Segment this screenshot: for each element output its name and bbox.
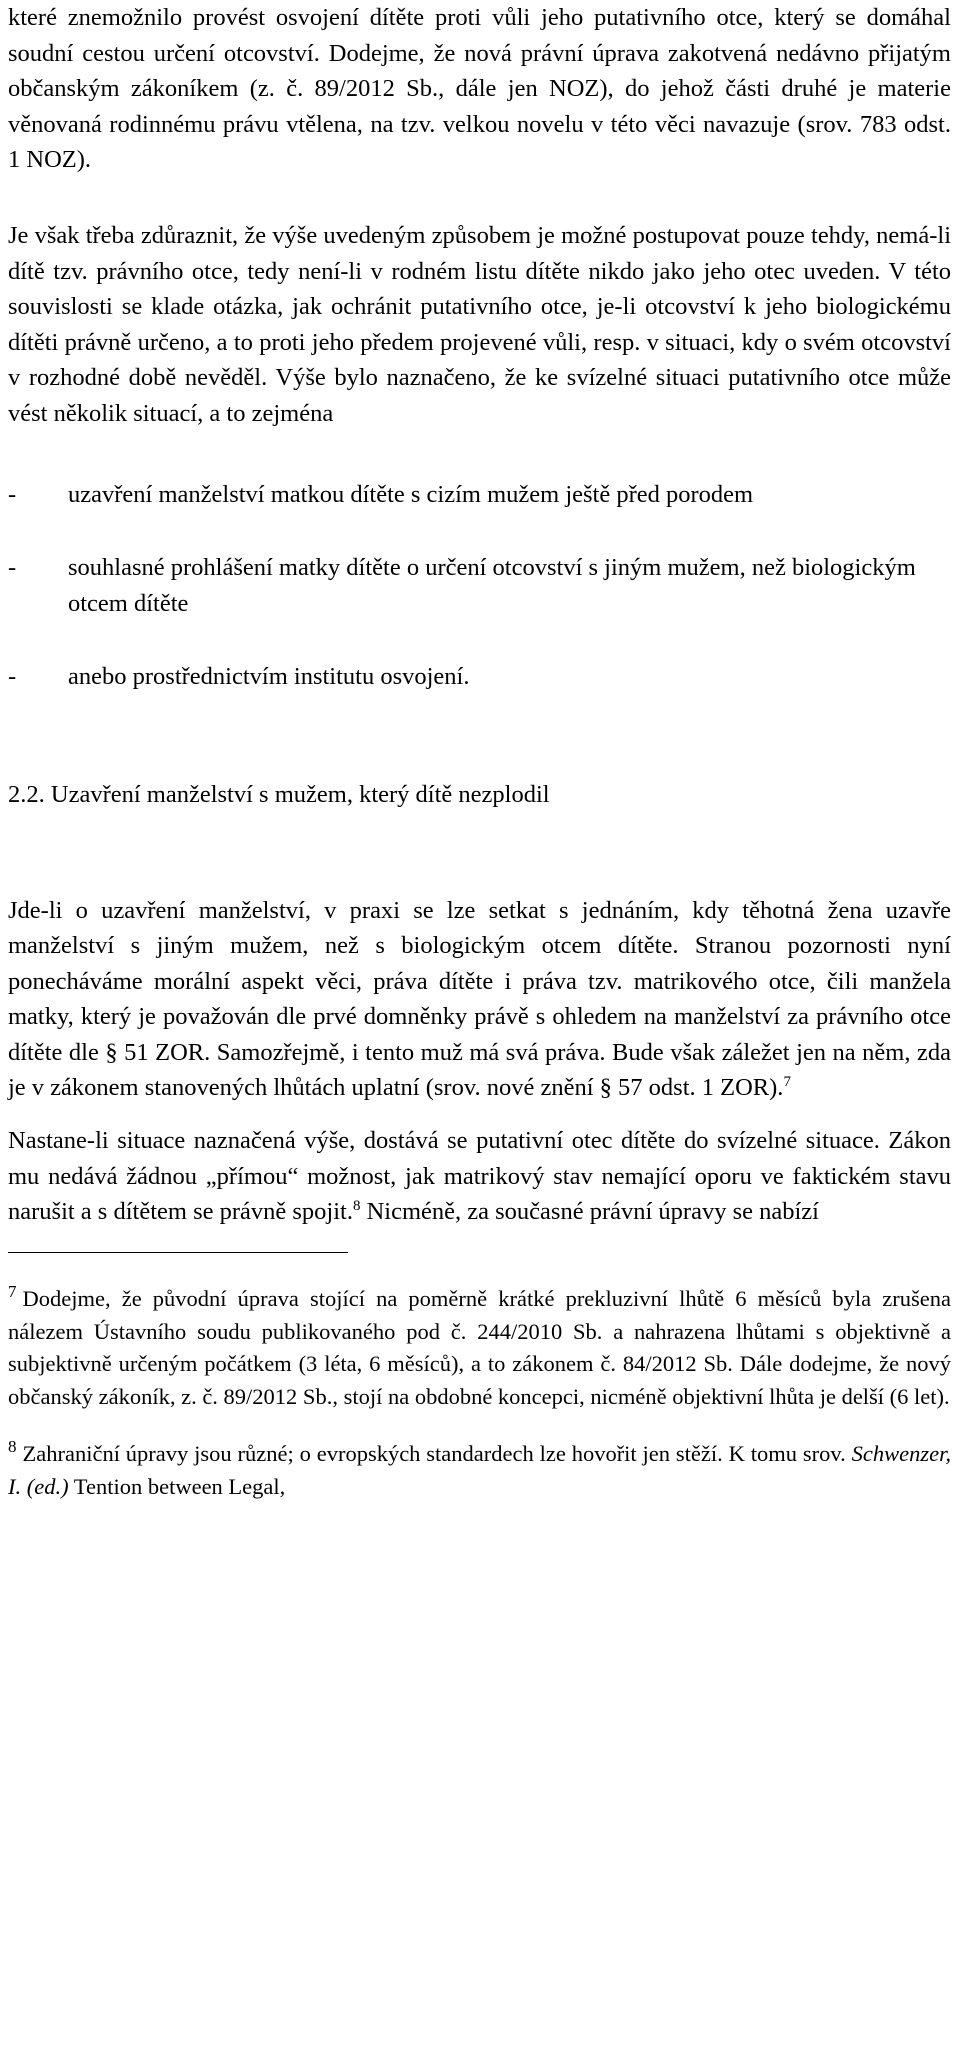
footnote-mark: 8 [8, 1437, 17, 1457]
situations-list [8, 477, 951, 695]
list-dash: - [8, 554, 17, 582]
list-item [8, 659, 951, 695]
list-item-text: souhlasné prohlášení matky dítěte o určení otcovství s jiným mužem, než biologickým otcem dítěte [68, 554, 916, 617]
document-page [8, 0, 951, 1504]
footnote-7 [8, 1283, 951, 1414]
footnote-ref-8[interactable]: 8 [352, 1198, 361, 1215]
footnote-ref-7[interactable]: 7 [783, 1074, 791, 1091]
list-dash: - [8, 480, 17, 508]
list-item-text: anebo prostřednictvím institutu osvojení. [68, 663, 470, 691]
footnote-8-citation: Schwenzer, I. (ed.) [8, 1441, 951, 1499]
list-item [8, 550, 951, 621]
footnote-separator [8, 1252, 348, 1253]
paragraph-putative-father-intro: které znemožnilo provést osvojení dítěte proti vůli jeho putativního otce, který se domáhal soudní cestou určení otcovství. Dodejme, že nová právní úprava zakotvená nedávno přijatým občanským zákoníkem (z. č. 89/2012 Sb., dále jen NOZ), do jehož části druhé je materie věnovaná rodinnému právu vtělena, na tzv. velkou novelu v této věci navazuje (srov. 783 odst. 1 NOZ). [8, 4, 951, 174]
footnote-8 [8, 1438, 951, 1504]
paragraph-difficult-situation-tail: Nicméně, za současné právní úpravy se nabízí [360, 1198, 819, 1226]
footnote-8-tail: Tention between Legal, [68, 1473, 286, 1499]
list-item [8, 477, 951, 513]
footnote-mark: 7 [8, 1281, 17, 1301]
footnote-8-text: Zahraniční úpravy jsou různé; o evropských standardech lze hovořit jen stěží. K tomu srov. [22, 1441, 852, 1467]
list-dash: - [8, 663, 17, 691]
paragraph-marriage-text: Jde-li o uzavření manželství, v praxi se lze setkat s jednáním, kdy těhotná žena uzavře manželství s jiným mužem, než s biologickým otcem dítěte. Stranou pozornosti nyní ponecháváme morální aspekt věci, práva dítěte i práva tzv. matrikového otce, čili manžela matky, který je považován dle prvé domněnky právě s ohledem na manželství za právního otce dítěte dle § 51 ZOR. Samozřejmě, i tento muž má svá práva. Bude však záležet jen na něm, zda je v zákonem stanovených lhůtách uplatní (srov. nové znění § 57 odst. 1 ZOR). [8, 896, 951, 1102]
paragraph-legal-father-question: Je však třeba zdůraznit, že výše uvedeným způsobem je možné postupovat pouze tehdy, nemá-li dítě tzv. právního otce, tedy není-li v rodném listu dítěte nikdo jako jeho otec uveden. V této souvislosti se klade otázka, jak ochránit putativního otce, je-li otcovství k jeho biologickému dítěti právně určeno, a to proti jeho předem projevené vůli, resp. v situaci, kdy o svém otcovství v rozhodné době nevěděl. Výše bylo naznačeno, že ke svízelné situaci putativního otce může vést několik situací, a to zejména [8, 221, 951, 427]
paragraph-difficult-situation [8, 1123, 951, 1230]
section-heading: 2.2. Uzavření manželství s mužem, který dítě nezplodil [8, 780, 550, 808]
list-item-text: uzavření manželství matkou dítěte s cizím mužem ještě před porodem [68, 480, 754, 508]
paragraph-difficult-situation-text: Nastane-li situace naznačená výše, dostává se putativní otec dítěte do svízelné situace. Zákon mu nedává žádnou „přímou“ možnost, jak matrikový stav nemající oporu ve faktickém stavu narušit a s dítětem se právně spojit. [8, 1127, 951, 1226]
paragraph-marriage [8, 893, 951, 1107]
footnote-7-text: Dodejme, že původní úprava stojící na poměrně krátké prekluzivní lhůtě 6 měsíců byla zrušena nálezem Ústavního soudu publikovaného pod č. 244/2010 Sb. a nahrazena lhůtami s objektivně a subjektivně určeným počátkem (3 léta, 6 měsíců), a to zákonem č. 84/2012 Sb. Dále dodejme, že nový občanský zákoník, z. č. 89/2012 Sb., stojí na obdobné koncepci, nicméně objektivní lhůta je delší (6 let). [8, 1285, 951, 1410]
